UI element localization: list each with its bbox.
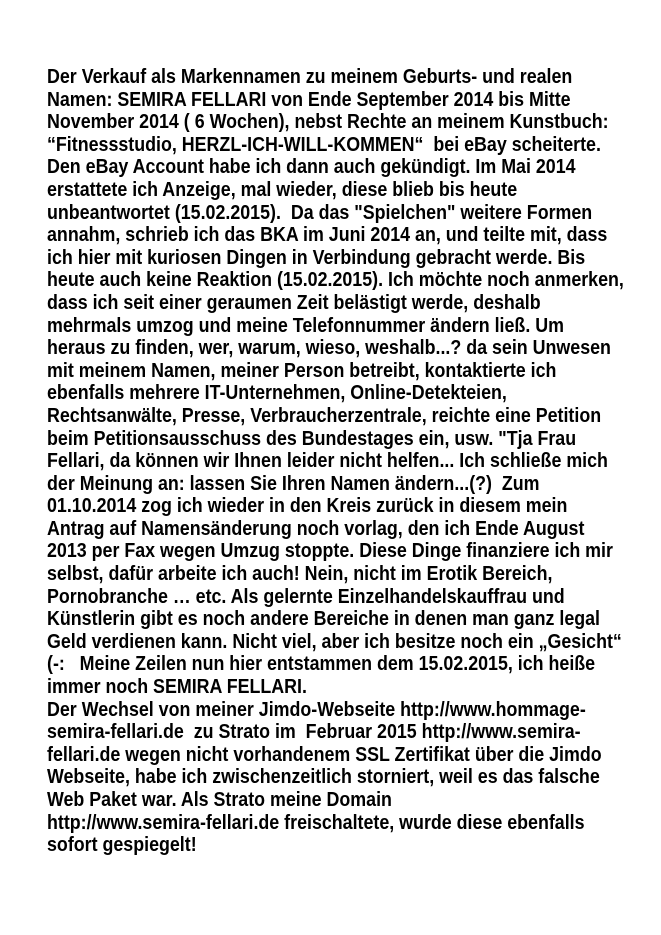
text-line: (-: Meine Zeilen nun hier entstammen dem 15.02.2015, ich heiße xyxy=(47,652,596,676)
text-line: dass ich seit einer geraumen Zeit belästigt werde, deshalb xyxy=(47,290,541,314)
text-line: mehrmals umzog und meine Telefonnummer ändern ließ. Um xyxy=(47,313,564,337)
document-text xyxy=(47,66,656,857)
text-line: annahm, schrieb ich das BKA im Juni 2014 an, und teilte mit, dass xyxy=(47,223,608,247)
text-line: semira-fellari.de zu Strato im Februar 2015 http://www.semira- xyxy=(47,720,581,744)
text-line: November 2014 ( 6 Wochen), nebst Rechte an meinem Kunstbuch: xyxy=(47,110,609,134)
text-line: erstattete ich Anzeige, mal wieder, diese blieb bis heute xyxy=(47,177,518,201)
text-line: der Meinung an: lassen Sie Ihren Namen ändern...(?) Zum xyxy=(47,471,540,495)
text-line: Geld verdienen kann. Nicht viel, aber ich besitze noch ein „Gesicht“ xyxy=(47,629,622,653)
text-line: beim Petitionsausschuss des Bundestages ein, usw. "Tja Frau xyxy=(47,426,577,450)
text-line: Rechtsanwälte, Presse, Verbraucherzentrale, reichte eine Petition xyxy=(47,403,602,427)
text-line: ich hier mit kuriosen Dingen in Verbindung gebracht werde. Bis xyxy=(47,245,586,269)
text-line: Web Paket war. Als Strato meine Domain xyxy=(47,788,392,811)
text-line: mit meinem Namen, meiner Person betreibt, kontaktierte ich xyxy=(47,358,557,382)
text-line: Antrag auf Namensänderung noch vorlag, den ich Ende August xyxy=(47,516,585,540)
text-line: Webseite, habe ich zwischenzeitlich storniert, weil es das falsche xyxy=(47,765,600,789)
text-line: Der Wechsel von meiner Jimdo-Webseite http://www.hommage- xyxy=(47,697,586,721)
text-line: heraus zu finden, wer, warum, wieso, weshalb...? da sein Unwesen xyxy=(47,336,611,360)
text-line: Pornobranche … etc. Als gelernte Einzelhandelskauffrau und xyxy=(47,584,565,608)
text-line: unbeantwortet (15.02.2015). Da das "Spielchen" weitere Formen xyxy=(47,200,593,224)
text-line: Künstlerin gibt es noch andere Bereiche in denen man ganz legal xyxy=(47,607,601,631)
text-line: http://www.semira-fellari.de freischaltete, wurde diese ebenfalls xyxy=(47,810,585,834)
text-line: Den eBay Account habe ich dann auch gekündigt. Im Mai 2014 xyxy=(47,155,576,179)
text-line: Der Verkauf als Markennamen zu meinem Geburts- und realen xyxy=(47,65,573,88)
text-line: immer noch SEMIRA FELLARI. xyxy=(47,675,307,699)
text-line: “Fitnessstudio, HERZL-ICH-WILL-KOMMEN“ bei eBay scheiterte. xyxy=(47,132,601,156)
text-line: Namen: SEMIRA FELLARI von Ende September 2014 bis Mitte xyxy=(47,87,571,111)
text-line: heute auch keine Reaktion (15.02.2015). Ich möchte noch anmerken, xyxy=(47,268,624,292)
text-line: 01.10.2014 zog ich wieder in den Kreis zurück in diesem mein xyxy=(47,494,568,518)
text-line: 2013 per Fax wegen Umzug stoppte. Diese Dinge finanziere ich mir xyxy=(47,539,613,563)
text-line: Fellari, da können wir Ihnen leider nicht helfen... Ich schließe mich xyxy=(47,449,608,473)
text-line: fellari.de wegen nicht vorhandenem SSL Zertifikat über die Jimdo xyxy=(47,742,602,766)
text-line: ebenfalls mehrere IT-Unternehmen, Online-Detekteien, xyxy=(47,381,507,405)
text-line: selbst, dafür arbeite ich auch! Nein, nicht im Erotik Bereich, xyxy=(47,562,553,586)
text-line: sofort gespiegelt! xyxy=(47,833,197,857)
